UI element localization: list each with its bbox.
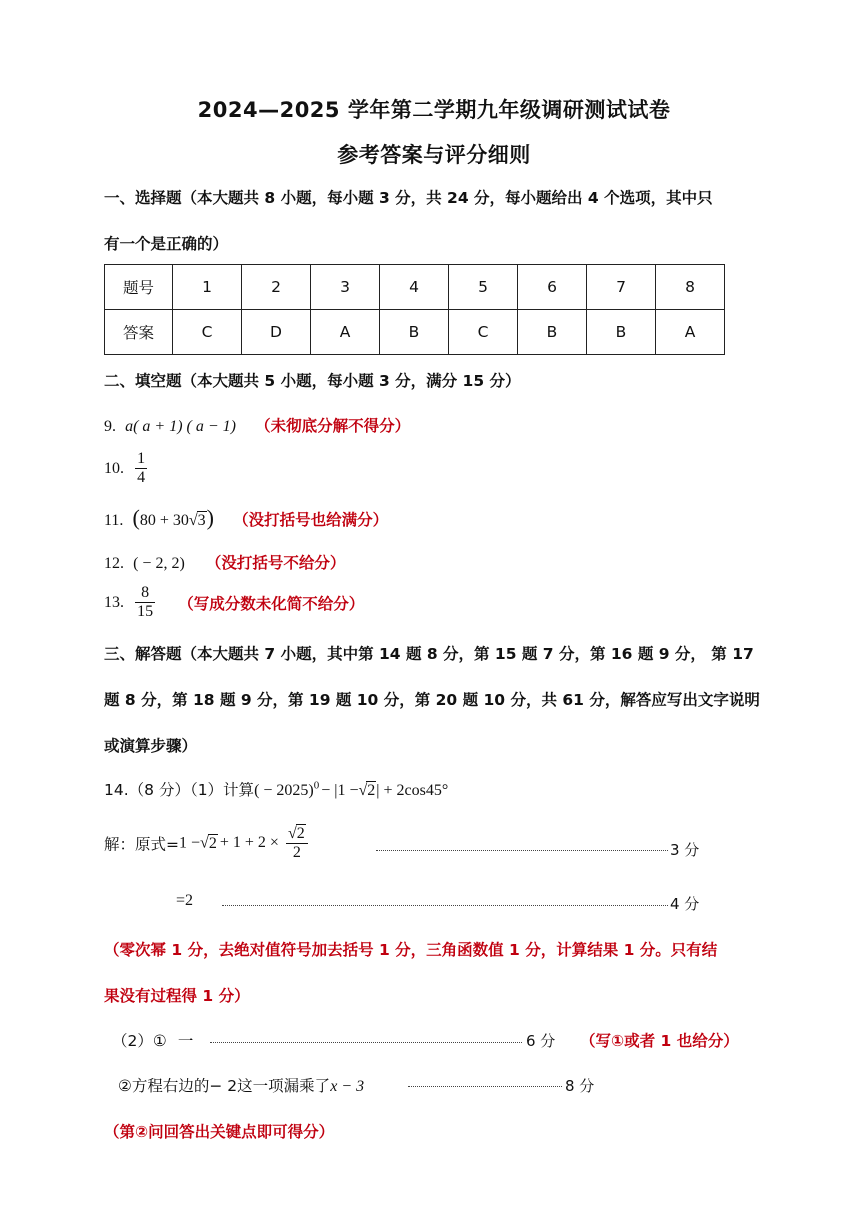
- q13-fraction: [135, 584, 155, 622]
- q14-solution-line: [104, 824, 308, 863]
- table-cell: B: [380, 310, 449, 355]
- q11-note: （没打括号也给满分）: [233, 511, 389, 529]
- section3-heading-line3: 或演算步骤）: [104, 737, 198, 755]
- table-cell: 3: [311, 265, 380, 310]
- table-cell: 1: [173, 265, 242, 310]
- q14-expr-c: | + 2cos45°: [376, 782, 449, 799]
- part2b-variable: x − 3: [330, 1078, 365, 1095]
- table-cell: D: [242, 310, 311, 355]
- q12-line: [104, 551, 345, 573]
- section1-heading-line2: 有一个是正确的）: [104, 235, 229, 253]
- dot-leader: [376, 850, 668, 851]
- table-cell: C: [173, 310, 242, 355]
- answer-table: [104, 264, 725, 355]
- solution-fraction: [286, 824, 308, 863]
- section3-heading-line2: 题 8 分，第 18 题 9 分，第 19 题 10 分，第 20 题 10 分，共 61 分，解答应写出文字说明: [104, 691, 760, 709]
- solution-fraction-numerator: [286, 824, 308, 844]
- sqrt-icon: √: [358, 782, 368, 799]
- part2-answer: 一: [177, 1032, 194, 1050]
- table-row: [105, 310, 725, 355]
- q14-expr-b: − |1 −: [321, 782, 359, 799]
- sqrt-icon: √: [200, 834, 209, 852]
- solution-result: =2: [176, 892, 194, 909]
- section3-heading-line1: 三、解答题（本大题共 7 小题，其中第 14 题 8 分，第 15 题 7 分，第 16 题 9 分， 第 17: [104, 645, 754, 663]
- solution-prefix: 解：原式=: [104, 835, 179, 854]
- table-cell: B: [587, 310, 656, 355]
- q11-close-paren: ): [206, 505, 214, 530]
- table-cell: A: [311, 310, 380, 355]
- q12-number: 12.: [104, 555, 124, 572]
- dot-leader: [222, 905, 668, 906]
- solution-radicand: 2: [208, 834, 217, 852]
- part2-label: （2）①: [112, 1032, 167, 1050]
- solution-fraction-denominator: 2: [292, 844, 301, 862]
- q9-line: [104, 414, 410, 436]
- q11-number: 11.: [104, 512, 124, 529]
- table-cell: 8: [656, 265, 725, 310]
- solution-expr-a: 1 −: [179, 834, 201, 852]
- part2b-text: ②方程右边的− 2这一项漏乘了: [118, 1077, 331, 1095]
- q10-number: 10.: [104, 459, 124, 477]
- grading-note-line1: （零次幂 1 分，去绝对值符号加去括号 1 分，三角函数值 1 分，计算结果 1 分。只有结: [104, 941, 718, 959]
- q14-label: 14.（8 分）（1）计算: [104, 781, 255, 799]
- q13-line: [104, 584, 364, 622]
- part2-note: （写①或者 1 也给分）: [580, 1032, 739, 1050]
- q12-expression: ( − 2, 2): [133, 555, 185, 572]
- section2-heading: 二、填空题（本大题共 5 小题，每小题 3 分，满分 15 分）: [104, 372, 521, 390]
- q13-denominator: 15: [137, 603, 154, 621]
- score-4: 4 分: [670, 895, 700, 913]
- q14-exponent: 0: [313, 779, 320, 792]
- table-cell: 5: [449, 265, 518, 310]
- q9-expression: a( a + 1) ( a − 1): [125, 418, 236, 435]
- part2b-note: （第②问回答出关键点即可得分）: [104, 1123, 335, 1141]
- score-3: 3 分: [670, 841, 700, 859]
- section1-heading-line1: 一、选择题（本大题共 8 小题，每小题 3 分，共 24 分，每小题给出 4 个选项，其中只: [104, 189, 713, 207]
- q10-denominator: 4: [137, 469, 146, 487]
- table-cell: 7: [587, 265, 656, 310]
- table-cell: B: [518, 310, 587, 355]
- table-cell: 2: [242, 265, 311, 310]
- table-row: [105, 265, 725, 310]
- page-title: 2024—2025 学年第二学期九年级调研测试试卷: [197, 98, 671, 122]
- q13-note: （写成分数未化简不给分）: [178, 594, 365, 613]
- sqrt-icon: √: [287, 825, 297, 842]
- q13-numerator: 8: [135, 584, 155, 603]
- q11-radicand: 3: [197, 512, 206, 529]
- solution-fraction-radicand: 2: [296, 825, 305, 842]
- q10-line: [104, 450, 147, 488]
- grading-note-line2: 果没有过程得 1 分）: [104, 987, 250, 1005]
- q14-expr-a: ( − 2025): [254, 782, 314, 799]
- q14-part1-line: [104, 778, 448, 800]
- table-cell: 4: [380, 265, 449, 310]
- score-6: 6 分: [526, 1032, 556, 1050]
- score-8: 8 分: [565, 1077, 595, 1095]
- page-subtitle: 参考答案与评分细则: [337, 143, 531, 167]
- q9-note: （未彻底分解不得分）: [255, 417, 411, 435]
- q9-number: 9.: [104, 418, 116, 435]
- table-cell: 6: [518, 265, 587, 310]
- table-header-cell: 题号: [105, 265, 173, 310]
- q11-expression: 80 + 30: [139, 512, 189, 529]
- table-cell: A: [656, 310, 725, 355]
- q14-part2b-line: [118, 1074, 364, 1096]
- q12-note: （没打括号不给分）: [205, 554, 346, 572]
- solution-expr-b: + 1 + 2 ×: [219, 834, 279, 852]
- q10-fraction: [135, 450, 147, 488]
- dot-leader: [210, 1042, 522, 1043]
- q14-part2-line: [112, 1029, 193, 1051]
- q11-line: [104, 505, 388, 531]
- table-header-cell: 答案: [105, 310, 173, 355]
- q11-open-paren: (: [132, 505, 140, 530]
- table-cell: C: [449, 310, 518, 355]
- dot-leader: [408, 1086, 562, 1087]
- q14-radicand: 2: [367, 782, 376, 799]
- q10-numerator: 1: [135, 450, 147, 469]
- q13-number: 13.: [104, 593, 124, 611]
- sqrt-icon: √: [188, 512, 198, 529]
